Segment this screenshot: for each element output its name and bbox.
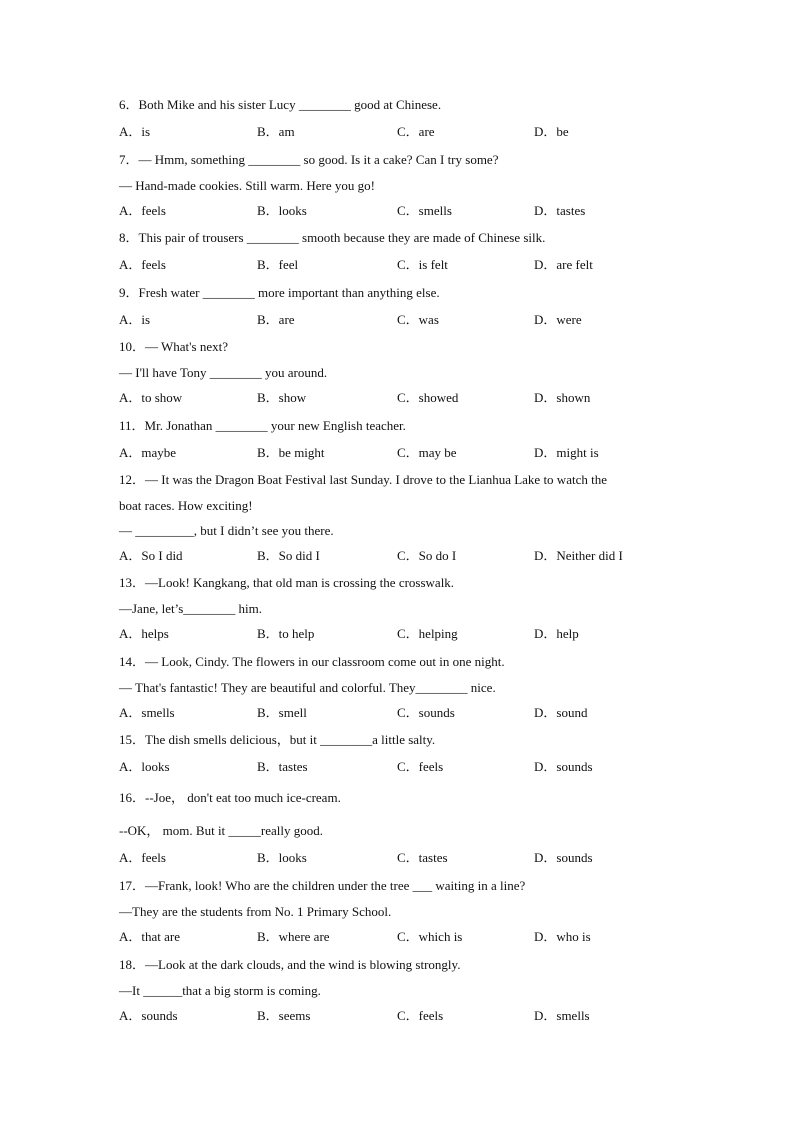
question-8-stem: 8．This pair of trousers ________ smooth because they are made of Chinese silk. bbox=[119, 230, 546, 245]
question-11-stem: 11．Mr. Jonathan ________ your new English teacher. bbox=[119, 418, 406, 433]
option-c: C．was bbox=[397, 312, 439, 327]
option-c: C．feels bbox=[397, 1008, 444, 1023]
option-a: A．is bbox=[119, 124, 151, 139]
option-b: B．looks bbox=[257, 203, 307, 218]
question-13-stem-line-2: —Jane, let’s________ him. bbox=[119, 601, 262, 616]
option-a: A．to show bbox=[119, 390, 183, 405]
option-a: A．that are bbox=[119, 929, 181, 944]
option-b: B．So did I bbox=[257, 548, 320, 563]
option-b: B．am bbox=[257, 124, 295, 139]
question-9-stem: 9．Fresh water ________ more important than anything else. bbox=[119, 285, 440, 300]
question-17-options bbox=[119, 929, 679, 945]
option-b: B．be might bbox=[257, 445, 325, 460]
option-c: C．tastes bbox=[397, 850, 448, 865]
option-b: B．feel bbox=[257, 257, 299, 272]
question-7-stem-line-2: — Hand-made cookies. Still warm. Here you go! bbox=[119, 178, 375, 193]
question-16-stem-line-2: --OK， mom. But it _____really good. bbox=[119, 823, 324, 838]
option-b: B．tastes bbox=[257, 759, 308, 774]
question-8-options bbox=[119, 257, 679, 273]
option-b: B．seems bbox=[257, 1008, 311, 1023]
question-12-stem-line-3: — _________, but I didn’t see you there. bbox=[119, 523, 334, 538]
question-15-stem: 15．The dish smells delicious，but it ________a little salty. bbox=[119, 732, 436, 747]
option-d: D．sound bbox=[534, 705, 588, 720]
option-a: A．feels bbox=[119, 850, 166, 865]
question-7-options bbox=[119, 203, 679, 219]
question-10-stem-line-2: — I'll have Tony ________ you around. bbox=[119, 365, 328, 380]
option-a: A．feels bbox=[119, 203, 166, 218]
question-12-options bbox=[119, 548, 679, 564]
option-c: C．are bbox=[397, 124, 435, 139]
option-c: C．sounds bbox=[397, 705, 455, 720]
question-14-stem-line-2: — That's fantastic! They are beautiful and colorful. They________ nice. bbox=[119, 680, 496, 695]
question-12-stem-line-2: boat races. How exciting! bbox=[119, 498, 253, 513]
option-c: C．is felt bbox=[397, 257, 448, 272]
option-d: D．smells bbox=[534, 1008, 590, 1023]
question-6-options bbox=[119, 124, 679, 140]
question-13-options bbox=[119, 626, 679, 642]
question-14-stem: 14．— Look, Cindy. The flowers in our classroom come out in one night. bbox=[119, 654, 505, 669]
question-9-options bbox=[119, 312, 679, 328]
question-16-stem: 16．--Joe， don't eat too much ice-cream. bbox=[119, 790, 341, 805]
option-c: C．feels bbox=[397, 759, 444, 774]
option-c: C．helping bbox=[397, 626, 458, 641]
option-d: D．were bbox=[534, 312, 582, 327]
option-d: D．help bbox=[534, 626, 579, 641]
option-c: C．smells bbox=[397, 203, 452, 218]
option-b: B．show bbox=[257, 390, 307, 405]
question-10-options bbox=[119, 390, 679, 406]
option-b: B．are bbox=[257, 312, 295, 327]
question-15-options bbox=[119, 759, 679, 775]
option-d: D．are felt bbox=[534, 257, 593, 272]
question-17-stem: 17．—Frank, look! Who are the children under the tree ___ waiting in a line? bbox=[119, 878, 526, 893]
option-d: D．sounds bbox=[534, 850, 593, 865]
question-14-options bbox=[119, 705, 679, 721]
option-a: A．looks bbox=[119, 759, 170, 774]
option-b: B．smell bbox=[257, 705, 307, 720]
question-16-options bbox=[119, 850, 679, 866]
option-d: D．Neither did I bbox=[534, 548, 623, 563]
option-b: B．to help bbox=[257, 626, 315, 641]
option-c: C．which is bbox=[397, 929, 463, 944]
question-12-stem: 12．— It was the Dragon Boat Festival last Sunday. I drove to the Lianhua Lake to watch the bbox=[119, 472, 607, 487]
option-d: D．sounds bbox=[534, 759, 593, 774]
option-d: D．who is bbox=[534, 929, 591, 944]
option-a: A．sounds bbox=[119, 1008, 178, 1023]
question-7-stem: 7．— Hmm, something ________ so good. Is it a cake? Can I try some? bbox=[119, 152, 499, 167]
question-18-stem: 18．—Look at the dark clouds, and the wind is blowing strongly. bbox=[119, 957, 461, 972]
question-10-stem: 10．— What's next? bbox=[119, 339, 228, 354]
option-a: A．smells bbox=[119, 705, 175, 720]
option-a: A．feels bbox=[119, 257, 166, 272]
option-b: B．where are bbox=[257, 929, 330, 944]
option-c: C．So do I bbox=[397, 548, 457, 563]
option-a: A．So I did bbox=[119, 548, 183, 563]
question-18-options bbox=[119, 1008, 679, 1024]
option-b: B．looks bbox=[257, 850, 307, 865]
question-13-stem: 13．—Look! Kangkang, that old man is crossing the crosswalk. bbox=[119, 575, 455, 590]
option-d: D．tastes bbox=[534, 203, 586, 218]
option-c: C．may be bbox=[397, 445, 457, 460]
option-a: A．helps bbox=[119, 626, 169, 641]
question-6-stem: 6．Both Mike and his sister Lucy ________ good at Chinese. bbox=[119, 97, 442, 112]
option-a: A．maybe bbox=[119, 445, 177, 460]
option-c: C．showed bbox=[397, 390, 459, 405]
option-d: D．might is bbox=[534, 445, 599, 460]
question-11-options bbox=[119, 445, 679, 461]
question-18-stem-line-2: —It ______that a big storm is coming. bbox=[119, 983, 321, 998]
option-a: A．is bbox=[119, 312, 151, 327]
question-17-stem-line-2: —They are the students from No. 1 Primary School. bbox=[119, 904, 392, 919]
option-d: D．shown bbox=[534, 390, 591, 405]
option-d: D．be bbox=[534, 124, 569, 139]
